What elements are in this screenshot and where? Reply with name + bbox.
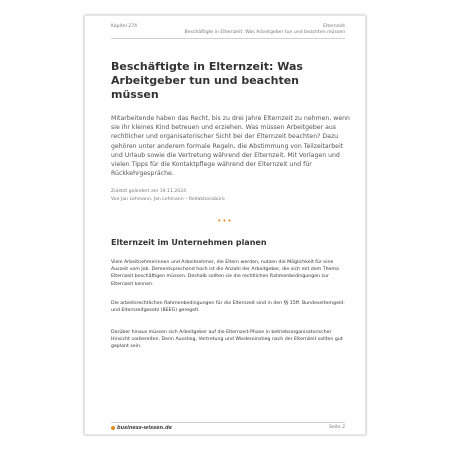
running-header [184,24,345,36]
page-number: Seite 2 [328,425,345,430]
logo-dot-icon [111,426,115,430]
body-paragraph: Darüber hinaus müssen sich Arbeitgeber auf die Elternzeit-Phase in betriebsorganisatorischer Hinsicht vorbereiten. Denn Ausstieg, Vertretung und Wiedereinstieg nach der Elternzeit sollten gut geplant sein. [111,330,343,350]
updated-date: Zuletzt geändert am 19.11.2024 [111,189,187,194]
footer-divider [111,422,345,423]
section-label: Elternzeit [323,24,345,29]
body-paragraph: Die arbeitsrechtlichen Rahmenbedingungen für die Elternzeit sind in den §§ 15ff. Bundeselterngeld- und Elternzeitgesetz (BEEG) geregelt. [111,301,345,314]
article-meta [111,188,225,204]
article-intro: Mitarbeitende haben das Recht, bis zu drei Jahre Elternzeit zu nehmen, wenn sie ihr kleines Kind betreuen und erziehen. Was müssen Arbeitgeber aus rechtlicher und organisatorischer Sicht bei der Elternzeit beachten? Dazu gehören unter anderem formale Regeln, die Abstimmung von Teilzeitarbeit und Urlaub sowie die Vertretung während der Elternzeit. Mit Vorlagen und vielen Tipps für die Kontaktpflege während der Elternzeit und für Rückkehrgespräche. [111,115,350,178]
section-separator: ••• [217,217,233,225]
header-divider [111,38,345,39]
body-paragraph: Viele Arbeitnehmerinnen und Arbeitnehmer, die Eltern werden, nutzen die Möglichkeit für eine Auszeit vom Job. Dementsprechend hoch ist die Anzahl der Arbeitgeber, die sich mit dem Thema Elternzeit beschäftigen müssen. Deshalb sollten sie die rechtlichen Rahmenbedingungen zur Elternzeit kennen. [111,260,339,287]
document-page [84,15,366,435]
author-line: Von Jan Lehmann, Jan Lehmann – Redaktionsbüro [111,197,225,202]
section-heading: Elternzeit im Unternehmen planen [111,238,267,247]
chapter-label: Kapitel 274 [111,24,138,29]
site-logo [111,425,172,431]
logo-text: business-wissen.de [117,425,172,431]
running-title: Beschäftigte in Elternzeit: Was Arbeitgeber tun und beachten müssen [184,30,345,35]
article-title: Beschäftigte in Elternzeit: Was Arbeitgeber tun und beachten müssen [111,60,303,101]
